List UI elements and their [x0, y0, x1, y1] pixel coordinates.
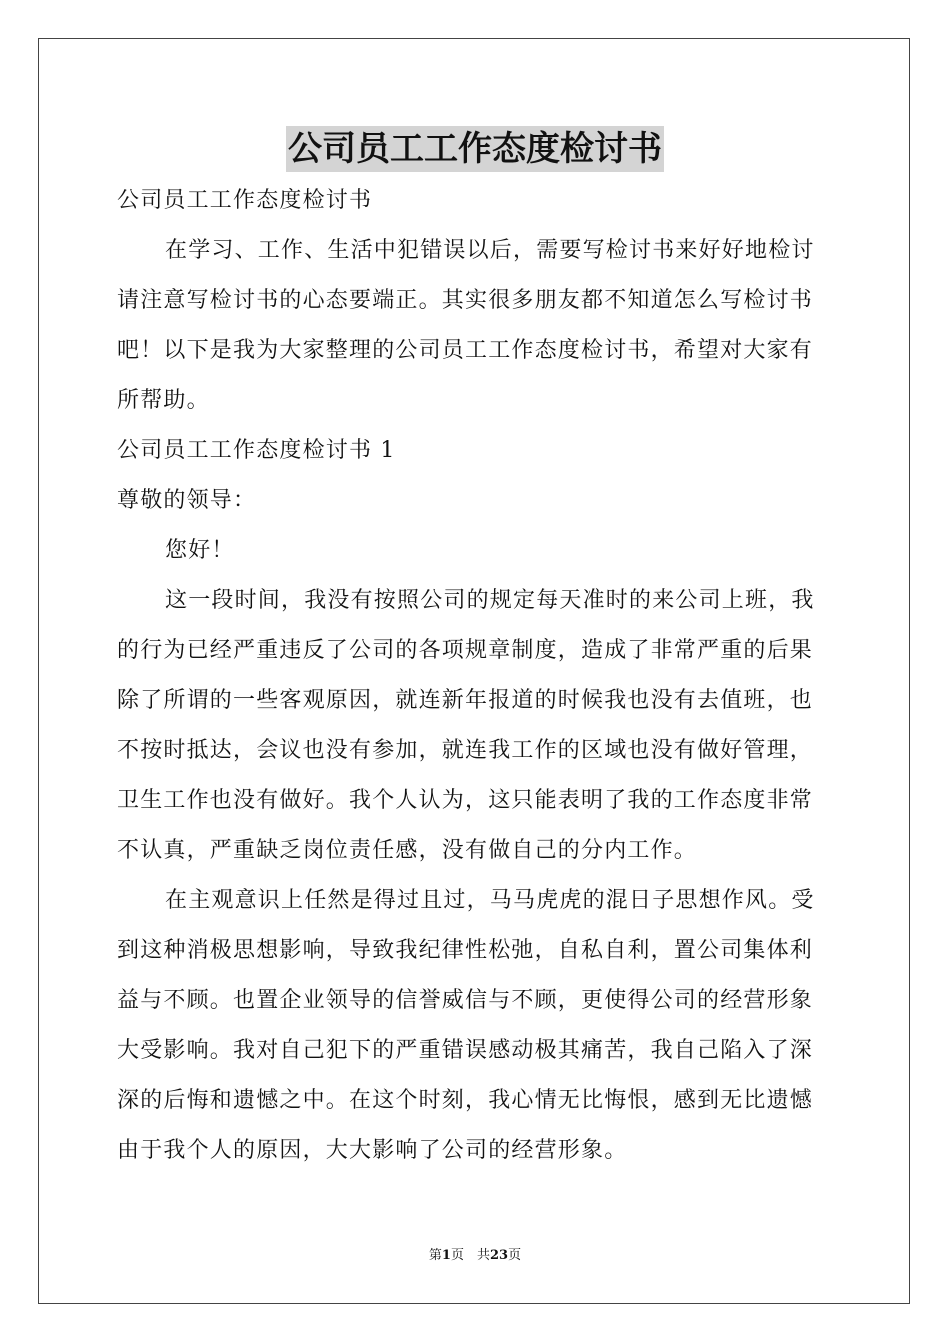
text-line: 请注意写检讨书的心态要端正。其实很多朋友都不知道怎么写检讨书	[117, 288, 814, 313]
text-line: 尊敬的领导：	[117, 488, 257, 513]
text-line: 由于我个人的原因，大大影响了公司的经营形象。	[117, 1138, 628, 1163]
text-line: 卫生工作也没有做好。我个人认为，这只能表明了我的工作态度非常	[117, 788, 814, 813]
footer-page-prefix: 第	[428, 1248, 442, 1263]
text-line: 的行为已经严重违反了公司的各项规章制度，造成了非常严重的后果	[117, 638, 814, 663]
text-line: 吧！以下是我为大家整理的公司员工工作态度检讨书，希望对大家有	[117, 338, 814, 363]
page-footer	[0, 1247, 950, 1265]
footer-page-current: 1	[441, 1248, 451, 1263]
text-line: 所帮助。	[117, 388, 210, 413]
text-line: 深的后悔和遗憾之中。在这个时刻，我心情无比悔恨，感到无比遗憾	[117, 1088, 814, 1113]
text-line: 公司员工工作态度检讨书 1	[117, 438, 396, 463]
text-line: 除了所谓的一些客观原因，就连新年报道的时候我也没有去值班，也	[117, 688, 814, 713]
text-line: 在主观意识上任然是得过且过，马马虎虎的混日子思想作风。受	[165, 888, 815, 913]
footer-page-mid: 页 共	[450, 1248, 490, 1263]
text-line: 您好！	[165, 538, 235, 563]
text-line: 到这种消极思想影响，导致我纪律性松弛，自私自利，置公司集体利	[117, 938, 814, 963]
footer-page-suffix: 页	[508, 1248, 522, 1263]
text-line: 公司员工工作态度检讨书	[117, 188, 373, 213]
text-line: 大受影响。我对自己犯下的严重错误感动极其痛苦，我自己陷入了深	[117, 1038, 814, 1063]
text-line: 益与不顾。也置企业领导的信誉威信与不顾，更使得公司的经营形象	[117, 988, 814, 1013]
footer-page-total: 23	[489, 1248, 509, 1263]
document-body	[117, 176, 833, 1176]
title-container	[0, 126, 950, 172]
text-line: 这一段时间，我没有按照公司的规定每天准时的来公司上班，我	[165, 588, 815, 613]
text-line: 在学习、工作、生活中犯错误以后，需要写检讨书来好好地检讨	[165, 238, 815, 263]
text-line: 不认真，严重缺乏岗位责任感，没有做自己的分内工作。	[117, 838, 698, 863]
document-title: 公司员工工作态度检讨书	[286, 126, 664, 172]
text-line: 不按时抵达，会议也没有参加，就连我工作的区域也没有做好管理，	[117, 738, 814, 763]
